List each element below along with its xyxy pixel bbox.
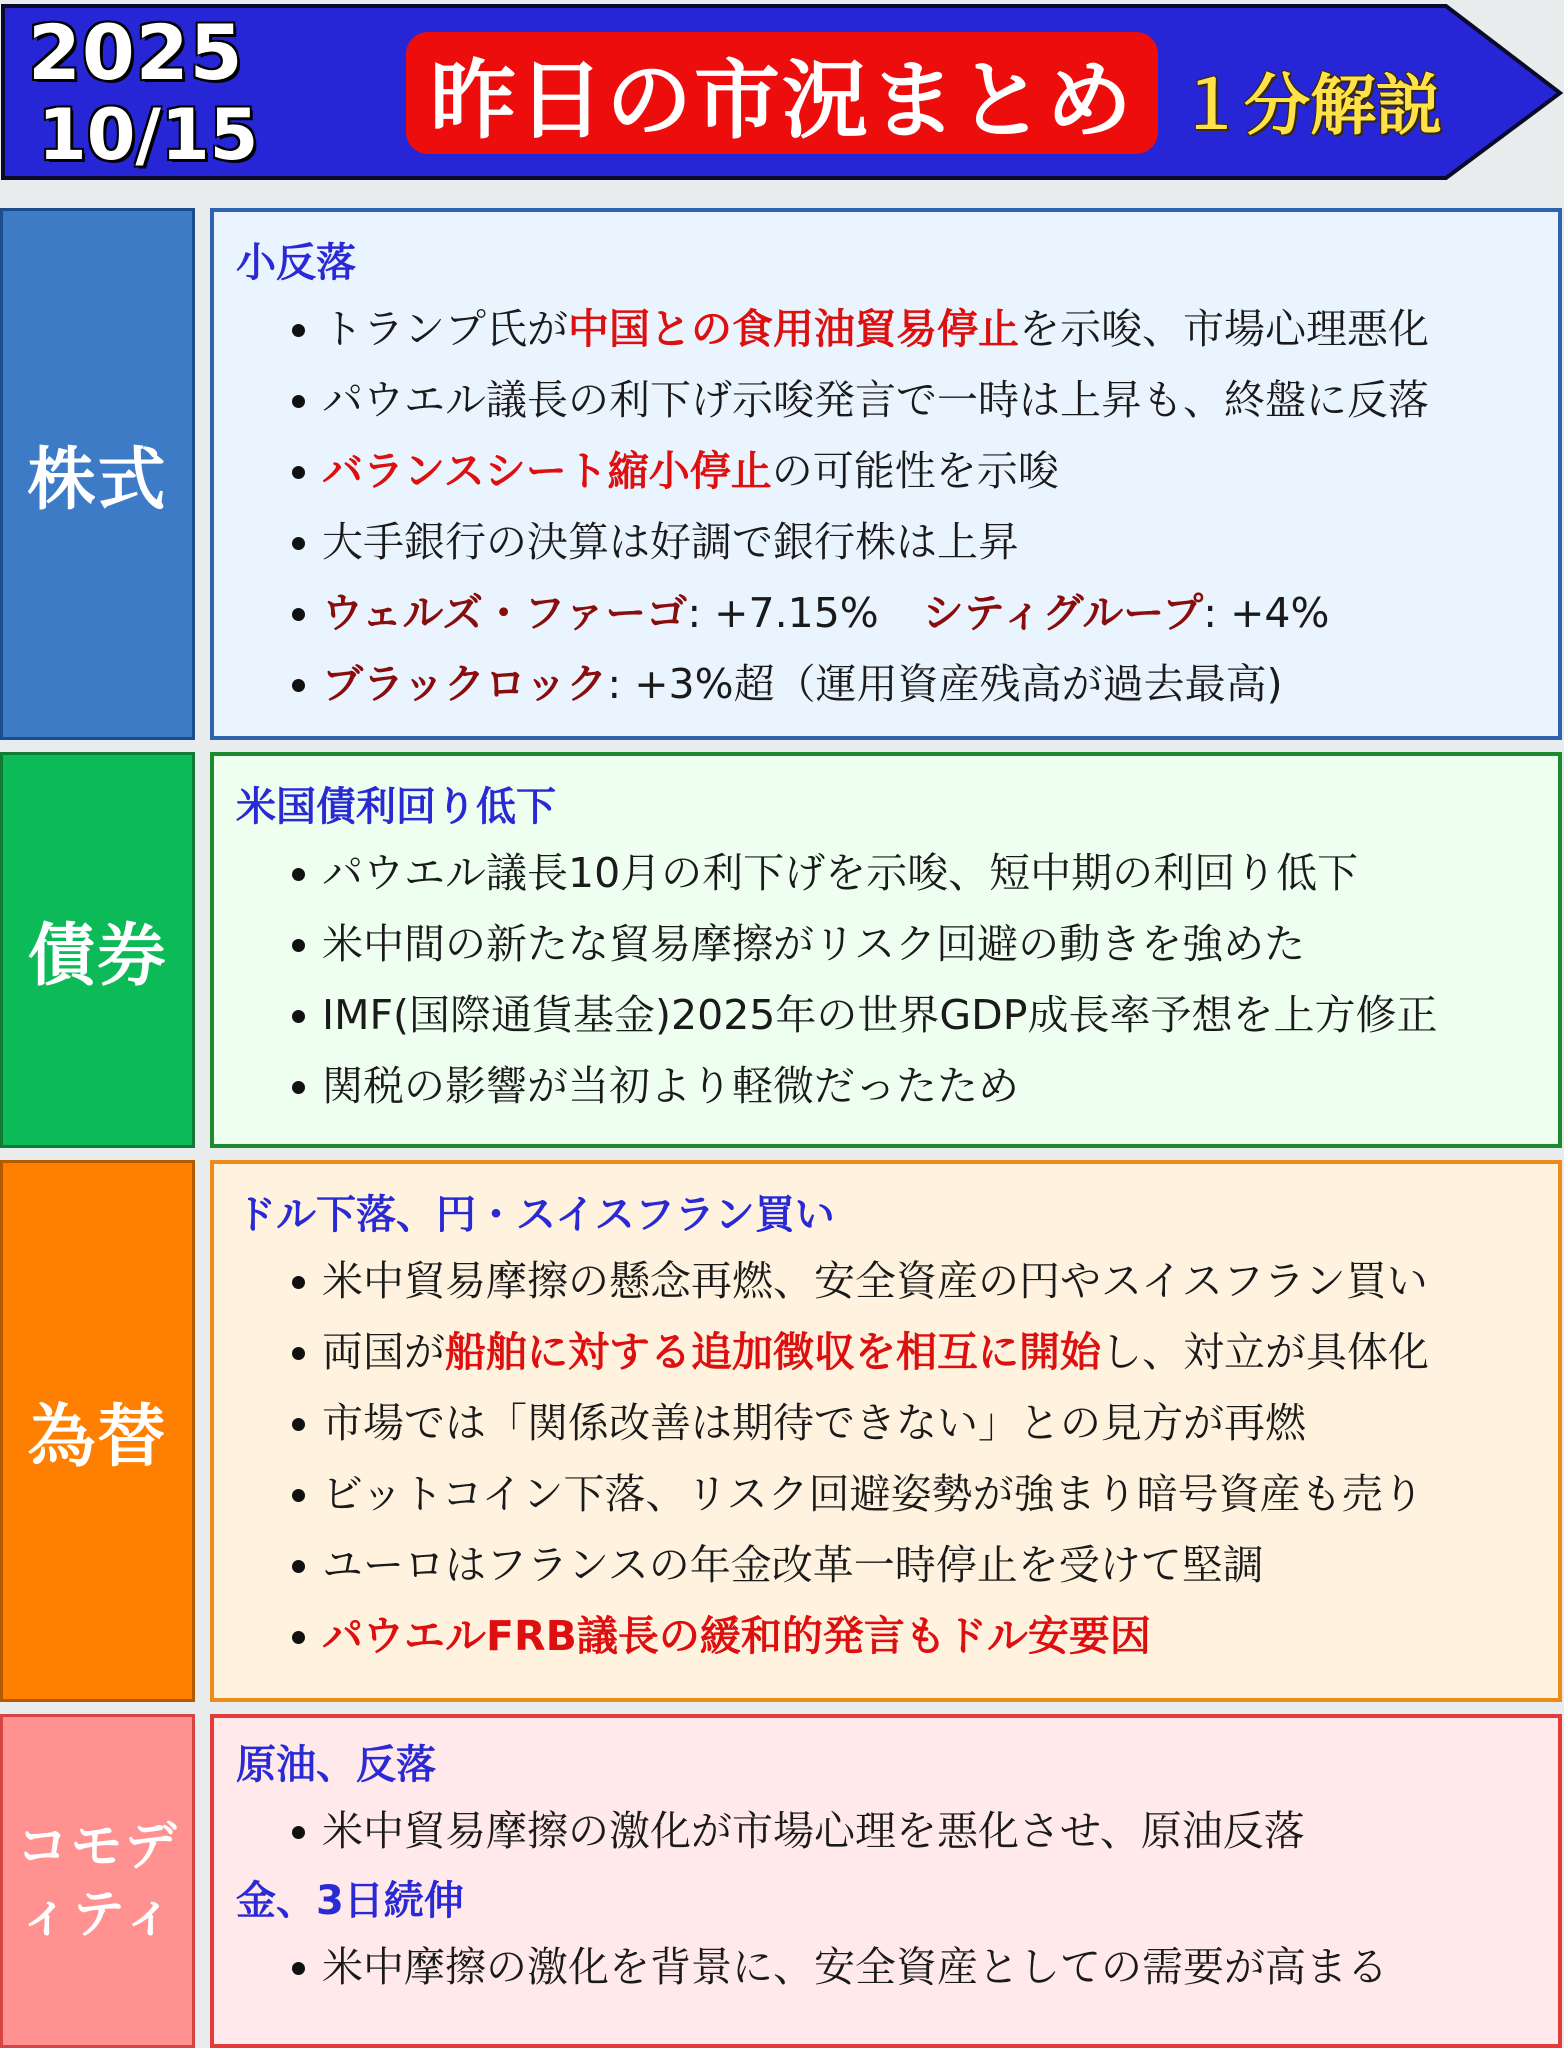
section-heading: 小反落 bbox=[236, 240, 356, 286]
list-item: 関税の影響が当初より軽微だったため bbox=[236, 1057, 1558, 1128]
bullet-list bbox=[236, 844, 1558, 1128]
company-change: : +7.15% bbox=[687, 589, 879, 637]
text-span: の可能性を示唆 bbox=[771, 447, 1059, 495]
list-item bbox=[236, 442, 1558, 513]
highlight-text: パウエルFRB議長の緩和的発言もドル安要因 bbox=[322, 1612, 1151, 1660]
list-item bbox=[236, 300, 1558, 371]
section-commodity bbox=[0, 1714, 1564, 2048]
section-label: 為替 bbox=[27, 1397, 168, 1477]
section-label: コモデ ィティ bbox=[16, 1817, 179, 1945]
list-item: 米中貿易摩擦の激化が市場心理を悪化させ、原油反落 bbox=[236, 1802, 1558, 1876]
page-subtitle: １分解説 bbox=[1178, 67, 1442, 144]
section-stocks bbox=[0, 208, 1564, 740]
company-change: : +4% bbox=[1203, 589, 1330, 637]
company-name: ブラックロック bbox=[322, 660, 608, 708]
text-span: し、対立が具体化 bbox=[1101, 1328, 1429, 1376]
section-panel bbox=[210, 1160, 1562, 1702]
highlight-text: 中国との食用油貿易停止 bbox=[568, 305, 1019, 353]
company-change: : +3%超（運用資産残高が過去最高) bbox=[607, 660, 1283, 708]
section-label-box bbox=[0, 1160, 195, 1702]
header-banner bbox=[0, 0, 1564, 185]
list-item: 市場では「関係改善は期待できない」との見方が再燃 bbox=[236, 1394, 1558, 1465]
text-span: を示唆、市場心理悪化 bbox=[1019, 305, 1429, 353]
text-span: トランプ氏が bbox=[322, 305, 568, 353]
list-item: ビットコイン下落、リスク回避姿勢が強まり暗号資産も売り bbox=[236, 1465, 1558, 1536]
section-label-box bbox=[0, 208, 195, 740]
company-name: ウェルズ・ファーゴ bbox=[322, 589, 688, 637]
section-label: 債券 bbox=[27, 916, 168, 996]
list-item: 米中貿易摩擦の懸念再燃、安全資産の円やスイスフラン買い bbox=[236, 1252, 1558, 1323]
date-year: 2025 bbox=[28, 8, 244, 97]
bullet-list bbox=[236, 1938, 1558, 2012]
section-label-box bbox=[0, 1714, 195, 2048]
list-item: IMF(国際通貨基金)2025年の世界GDP成長率予想を上方修正 bbox=[236, 986, 1558, 1057]
section-heading-gold: 金、3日続伸 bbox=[236, 1878, 464, 1924]
title-box bbox=[406, 32, 1158, 154]
list-item: パウエル議長の利下げ示唆発言で一時は上昇も、終盤に反落 bbox=[236, 371, 1558, 442]
section-panel bbox=[210, 752, 1562, 1148]
highlight-text: バランスシート縮小停止 bbox=[322, 447, 772, 495]
section-panel bbox=[210, 1714, 1562, 2048]
list-item bbox=[236, 1607, 1558, 1678]
list-item: ユーロはフランスの年金改革一時停止を受けて堅調 bbox=[236, 1536, 1558, 1607]
company-name: シティグループ bbox=[922, 589, 1204, 637]
section-fx bbox=[0, 1160, 1564, 1702]
text-span: 両国が bbox=[322, 1328, 445, 1376]
section-label-box bbox=[0, 752, 195, 1148]
page-title: 昨日の市況まとめ bbox=[430, 51, 1134, 151]
list-item: パウエル議長10月の利下げを示唆、短中期の利回り低下 bbox=[236, 844, 1558, 915]
list-item: 大手銀行の決算は好調で銀行株は上昇 bbox=[236, 513, 1558, 584]
section-bonds bbox=[0, 752, 1564, 1148]
highlight-text: 船舶に対する追加徴収を相互に開始 bbox=[445, 1328, 1101, 1376]
section-panel bbox=[210, 208, 1562, 740]
bullet-list bbox=[236, 1252, 1558, 1678]
section-heading: 米国債利回り低下 bbox=[236, 784, 556, 830]
list-item: 米中摩擦の激化を背景に、安全資産としての需要が高まる bbox=[236, 1938, 1558, 2012]
section-heading-oil: 原油、反落 bbox=[236, 1742, 436, 1788]
section-heading: ドル下落、円・スイスフラン買い bbox=[236, 1192, 835, 1238]
list-item: 米中間の新たな貿易摩擦がリスク回避の動きを強めた bbox=[236, 915, 1558, 986]
bullet-list bbox=[236, 1802, 1558, 1876]
section-label: 株式 bbox=[27, 440, 168, 520]
list-item bbox=[236, 655, 1558, 726]
date-day: 10/15 bbox=[38, 94, 259, 176]
list-item bbox=[236, 1323, 1558, 1394]
list-item bbox=[236, 584, 1558, 655]
bullet-list bbox=[236, 300, 1558, 726]
